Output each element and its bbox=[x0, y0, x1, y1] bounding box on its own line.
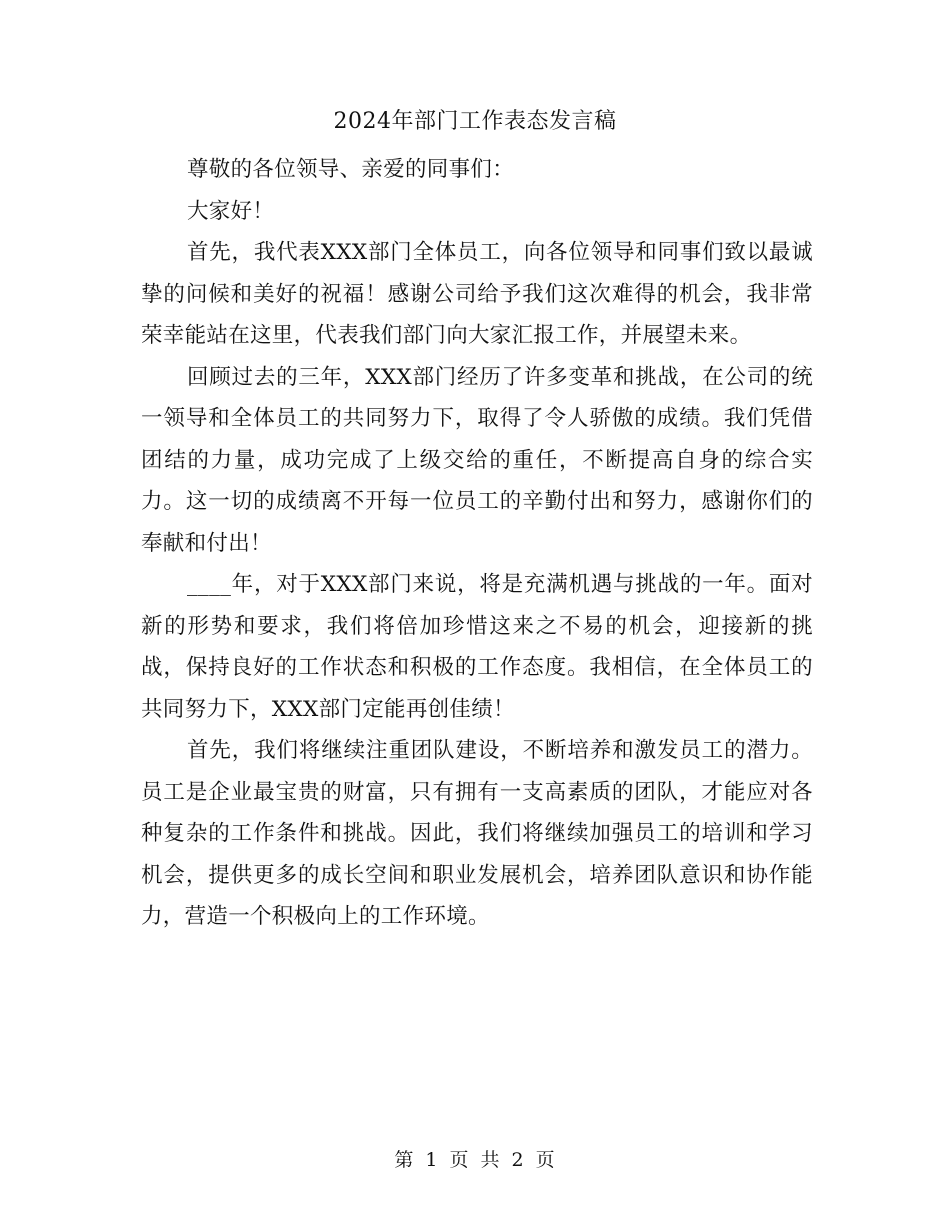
document-title: 2024年部门工作表态发言稿 bbox=[333, 109, 617, 134]
salutation-paragraph: 尊敬的各位领导、亲爱的同事们： bbox=[187, 157, 515, 182]
body-paragraph: 首先，我代表XXX部门全体员工，向各位领导和同事们致以最诚挚的问候和美好的祝福！感谢公司给予我们这次难得的机会，我非常荣幸能站在这里，代表我们部门向大家汇报工作，并展望未来。 bbox=[141, 240, 813, 348]
body-paragraph: 首先，我们将继续注重团队建设，不断培养和激发员工的潜力。员工是企业最宝贵的财富，只有拥有一支高素质的团队，才能应对各种复杂的工作条件和挑战。因此，我们将继续加强员工的培训和学习机会，提供更多的成长空间和职业发展机会，培养团队意识和协作能力，营造一个积极向上的工作环境。 bbox=[141, 738, 813, 929]
body-paragraph: ____年，对于XXX部门来说，将是充满机遇与挑战的一年。面对新的形势和要求，我们将倍加珍惜这来之不易的机会，迎接新的挑战，保持良好的工作状态和积极的工作态度。我相信，在全体员工的共同努力下，XXX部门定能再创佳绩！ bbox=[141, 572, 813, 722]
page-number-footer: 第 1 页 共 2 页 bbox=[394, 1149, 556, 1171]
body-paragraph: 回顾过去的三年，XXX部门经历了许多变革和挑战，在公司的统一领导和全体员工的共同努力下，取得了令人骄傲的成绩。我们凭借团结的力量，成功完成了上级交给的重任，不断提高自身的综合实力。这一切的成绩离不开每一位员工的辛勤付出和努力，感谢你们的奉献和付出！ bbox=[141, 364, 813, 556]
greeting-paragraph: 大家好！ bbox=[187, 198, 275, 224]
document-body bbox=[141, 149, 813, 938]
